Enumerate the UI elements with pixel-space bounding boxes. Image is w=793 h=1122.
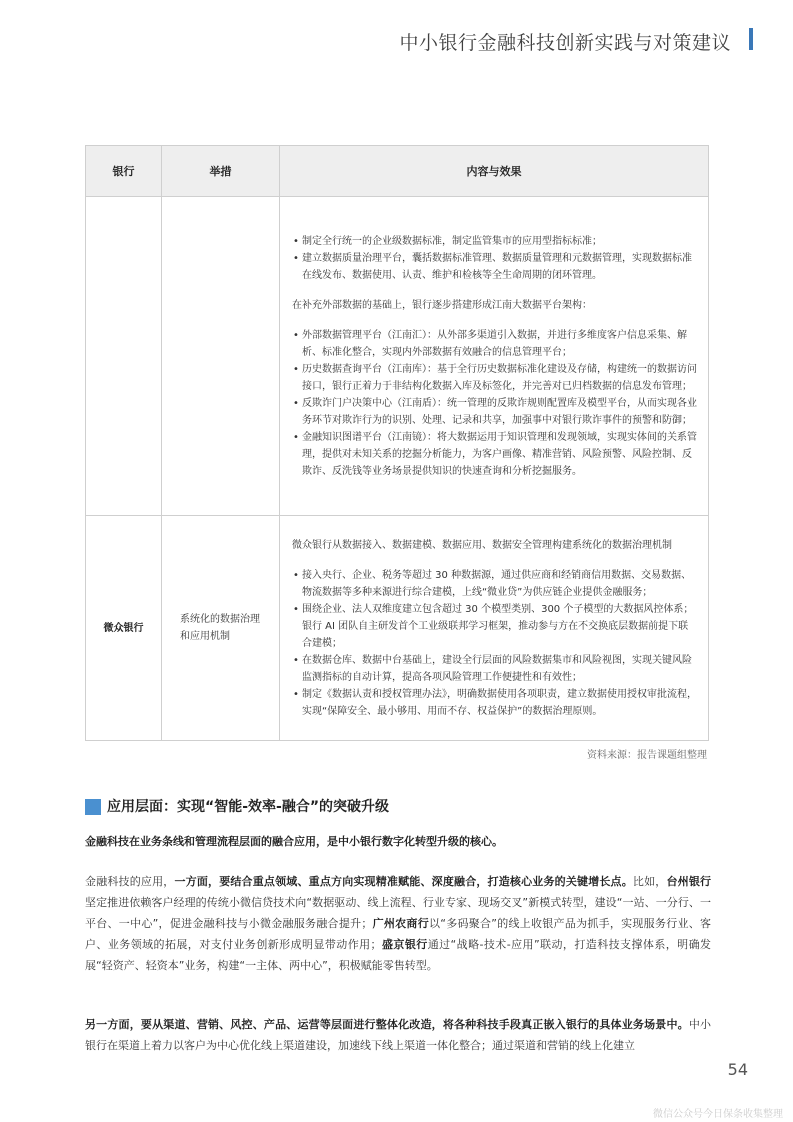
list-item: • 建立数据质量治理平台，囊括数据标准管理、数据质量管理和元数据管理，实现数据标准在线发布、数据使用、认责、维护和检核等全生命周期的闭环管理。	[292, 250, 698, 284]
paragraph-text-segment: 以“多码聚合”的线上收银产品为抓手，实现服务行业、客户、业务领域的拓展，对支付业务创新形成明显带动作用；	[85, 917, 712, 951]
body-paragraph-1	[85, 871, 711, 976]
paragraph-bold-segment: 一方面，要结合重点领域、重点方向实现精准赋能、深度融合，打造核心业务的关键增长点。	[174, 875, 633, 888]
bullet-list	[292, 327, 698, 480]
list-item: • 接入央行、企业、税务等超过 30 种数据源，通过供应商和经销商信用数据、交易数据、物流数据等多种来源进行综合建模，上线“微业贷”为供应链企业提供金融服务；	[292, 567, 698, 601]
content-cell	[280, 197, 709, 516]
content-intro: 在补充外部数据的基础上，银行逐步搭建形成江南大数据平台架构：	[292, 299, 592, 311]
col-header-content: 内容与效果	[280, 146, 709, 197]
list-item: • 制定全行统一的企业级数据标准，制定监管集市的应用型指标标准；	[292, 233, 698, 250]
bank-cell: 微众银行	[86, 516, 162, 741]
page-number: 54	[727, 1060, 748, 1079]
watermark-text: 微信公众号今日保条收集整理	[653, 1109, 783, 1120]
col-header-measure: 举措	[162, 146, 280, 197]
list-item: • 历史数据查询平台（江南库）：基于全行历史数据标准化建设及存储，构建统一的数据访问接口，银行正着力于非结构化数据入库及标签化，并完善对已归档数据的信息发布管理；	[292, 361, 698, 395]
content-intro: 微众银行从数据接入、数据建模、数据应用、数据安全管理构建系统化的数据治理机制	[292, 539, 672, 551]
measure-cell: 系统化的数据治理和应用机制	[162, 516, 280, 741]
table-header-row	[86, 146, 709, 197]
bank-practices-table	[85, 145, 709, 741]
section-title: 应用层面：实现“智能-效率-融合”的突破升级	[107, 799, 390, 815]
section-lead-paragraph: 金融科技在业务条线和管理流程层面的融合应用，是中小银行数字化转型升级的核心。	[85, 835, 503, 848]
list-item: • 围绕企业、法人双维度建立包含超过 30 个模型类别、300 个子模型的大数据风控体系；银行 AI 团队自主研发首个工业级联邦学习框架，推动参与方在不交换底层数据前提下联合建模；	[292, 601, 698, 652]
section-marker-icon	[85, 799, 101, 815]
paragraph-bold-segment: 盛京银行	[381, 938, 428, 951]
list-item: • 在数据仓库、数据中台基础上，建设全行层面的风险数据集市和风险视图，实现关键风险监测指标的自动计算，提高各项风险管理工作便捷性和有效性；	[292, 652, 698, 686]
list-item: • 金融知识图谱平台（江南镜）：将大数据运用于知识管理和发现领域，实现实体间的关系管理，提供对未知关系的挖掘分析能力，为客户画像、精准营销、风险预警、风险控制、反欺诈、反洗钱等业务场景提供知识的快速查询和分析挖掘服务。	[292, 429, 698, 480]
bullet-list	[292, 233, 698, 284]
content-cell	[280, 516, 709, 741]
paragraph-text: 中小银行在渠道上着力以客户为中心优化线上渠道建设，加速线下线上渠道一体化整合；通过渠道和营销的线上化建立	[85, 1018, 712, 1052]
paragraph-text-segment: 金融科技的应用，	[85, 875, 175, 888]
list-item: • 外部数据管理平台（江南汇）：从外部多渠道引入数据，并进行多维度客户信息采集、解析、标准化整合，实现内外部数据有效融合的信息管理平台；	[292, 327, 698, 361]
table-row	[86, 197, 709, 516]
paragraph-bold-segment: 广州农商行	[372, 917, 429, 930]
paragraph-text-segment: 坚定推进依赖客户经理的传统小微信贷技术向“数据驱动、线上流程、行业专家、现场交叉”新模式转型，建设“一站、一分行、一平台、一中心”，促进金融科技与小微金融服务融合提升；	[85, 896, 711, 930]
measure-cell	[162, 197, 280, 516]
paragraph-bold-lead: 另一方面，要从渠道、营销、风控、产品、运营等层面进行整体化改造，将各种科技手段真正嵌入银行的具体业务场景中。	[85, 1018, 689, 1031]
header-accent-bar	[749, 28, 753, 50]
body-paragraph-2	[85, 1014, 711, 1056]
table-source-note: 资料来源：报告课题组整理	[587, 750, 707, 761]
paragraph-text-segment: 比如，	[632, 875, 667, 888]
paragraph-bold-segment: 台州银行	[666, 875, 712, 888]
col-header-bank: 银行	[86, 146, 162, 197]
running-header-title: 中小银行金融科技创新实践与对策建议	[399, 32, 731, 54]
list-item: • 制定《数据认责和授权管理办法》，明确数据使用各项职责，建立数据使用授权审批流程，实现“保障安全、最小够用、用而不存、权益保护”的数据治理原则。	[292, 686, 698, 720]
list-item: • 反欺诈门户决策中心（江南盾）：统一管理的反欺诈规则配置库及模型平台，从而实现各业务环节对欺诈行为的识别、处理、记录和共享，加强事中对银行欺诈事件的预警和防御；	[292, 395, 698, 429]
table-row	[86, 516, 709, 741]
paragraph-text-segment: 通过“战略-技术-应用”联动，打造科技支撑体系，明确发展“轻资产、轻资本”业务，构建“一主体、两中心”，积极赋能零售转型。	[85, 938, 712, 972]
bullet-list	[292, 567, 698, 720]
bank-cell	[86, 197, 162, 516]
